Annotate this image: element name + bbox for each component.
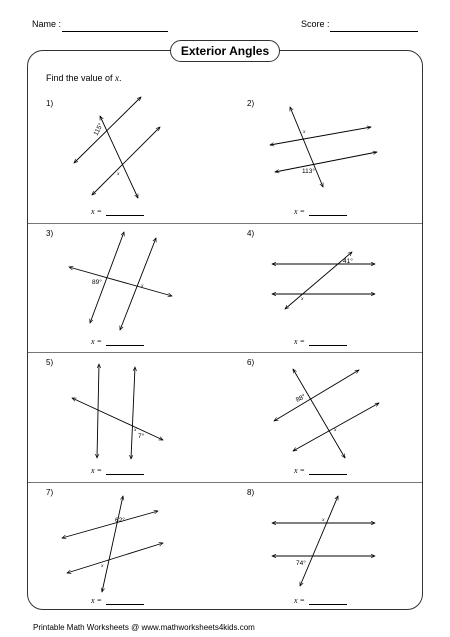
parallel-line — [92, 127, 160, 195]
parallel-line — [74, 97, 141, 163]
problem-number: 2) — [247, 99, 255, 108]
angle-label: 41° — [343, 258, 353, 265]
problem-number: 3) — [46, 229, 54, 238]
angle-label: x — [334, 427, 337, 433]
angle-label: 74° — [296, 560, 306, 567]
name-label: Name : — [32, 19, 62, 29]
parallel-line — [62, 511, 158, 538]
parallel-line — [275, 152, 377, 172]
instruction-end: . — [119, 73, 122, 83]
answer-prefix: x = — [294, 466, 305, 475]
parallel-line — [274, 370, 359, 421]
angle-label: 62° — [115, 517, 125, 524]
angle-label: x — [301, 296, 304, 302]
transversal-line — [72, 398, 163, 440]
transversal-line — [102, 496, 123, 592]
angle-label: 88° — [294, 393, 307, 404]
problem-number: 5) — [46, 358, 54, 367]
answer-prefix: x = — [91, 207, 102, 216]
answer-prefix: x = — [91, 596, 102, 605]
parallel-line — [67, 543, 163, 573]
transversal-line — [293, 369, 345, 458]
transversal-line — [290, 107, 323, 187]
angle-label: x — [117, 171, 120, 177]
answer-prefix: x = — [91, 337, 102, 346]
angle-label: x — [322, 517, 325, 523]
problem-number: 8) — [247, 488, 255, 497]
transversal-line — [100, 116, 138, 198]
answer-prefix: x = — [294, 207, 305, 216]
parallel-line — [97, 364, 99, 458]
transversal-line — [300, 496, 338, 586]
answer-prefix: x = — [294, 337, 305, 346]
angle-label: 113° — [302, 168, 315, 175]
problem-number: 4) — [247, 229, 255, 238]
angle-label: x — [303, 129, 306, 135]
angle-label: 7° — [138, 433, 145, 440]
instruction-prefix: Find the value of — [46, 73, 116, 83]
worksheet-title: Exterior Angles — [170, 40, 280, 62]
parallel-line — [270, 127, 371, 145]
angle-label: x — [101, 563, 104, 569]
problem-number: 7) — [46, 488, 54, 497]
parallel-line — [131, 367, 135, 459]
angle-label: x — [134, 427, 137, 433]
transversal-line — [285, 252, 352, 309]
footer-text: Printable Math Worksheets @ www.mathworksheets4kids.com — [33, 623, 255, 632]
angle-label: 89° — [92, 279, 102, 286]
score-label: Score : — [301, 19, 330, 29]
angle-label: x — [141, 283, 144, 289]
angle-label: 115° — [92, 122, 105, 137]
instruction-variable: x — [115, 73, 120, 83]
answer-prefix: x = — [91, 466, 102, 475]
problem-number: 1) — [46, 99, 54, 108]
parallel-line — [120, 238, 156, 330]
answer-prefix: x = — [294, 596, 305, 605]
transversal-line — [69, 267, 172, 296]
problem-number: 6) — [247, 358, 255, 367]
